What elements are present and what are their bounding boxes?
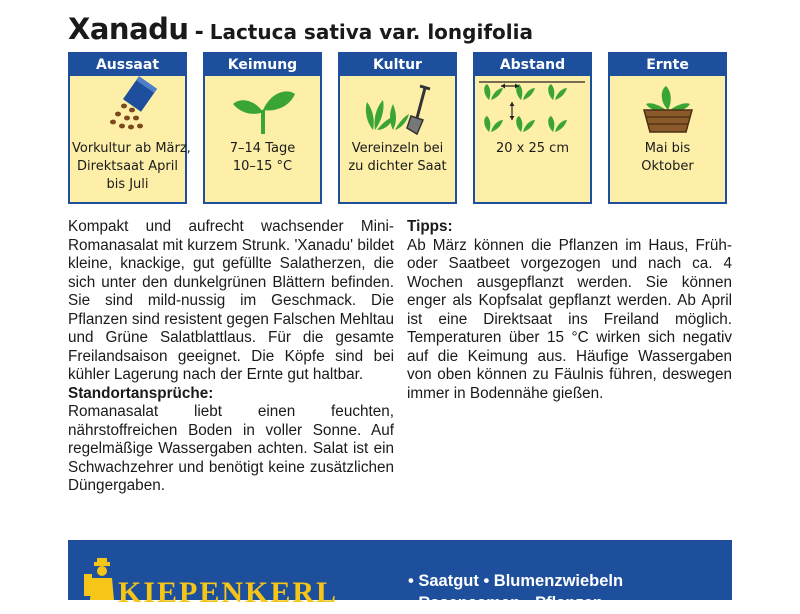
latin-name: Lactuca sativa var. longifolia — [209, 20, 533, 44]
variety-description: Kompakt und aufrecht wachsender Mini-Romanasalat mit kurzem Strunk. 'Xanadu' bildet kleine, knackige, gut gefüllte Salatherzen, die sich unter den dunkelgrünen Blättern befinden. Sie sind mild-nussig im Geschmack. Die Pflanzen sind resistent gegen Falschen Mehltau und Grüne Salatblattlaus. Für die gesamte Freilandsaison geeignet. Die Köpfe sind bei kühler Lagerung nach der Ernte gut haltbar. — [68, 218, 394, 383]
card-heading: Kultur — [340, 54, 455, 76]
left-column — [68, 218, 394, 496]
info-cards — [68, 52, 728, 206]
brand-wordmark: KIEPENKERL — [118, 576, 339, 609]
harvest-basket-icon — [610, 76, 725, 138]
card-keimung — [203, 52, 322, 204]
tips-text: Ab März können die Pflanzen im Haus, Früh- oder Saatbeet vorgezogen und nach ca. 4 Wochen ausgepflanzt werden. Sie können enger als Kopfsalat gepflanzt werden. Ab April ist eine Direktsaat ins Freiland möglich. Temperaturen über 15 °C wirken sich negativ auf die Keimung aus. Häufige Wassergaben von oben können zu Fäulnis führen, deswegen immer in Bodennähe gießen. — [407, 236, 732, 402]
card-kultur — [338, 52, 457, 204]
variety-name: Xanadu — [68, 12, 189, 46]
feature-line: • Saatgut • Blumenzwiebeln — [408, 572, 624, 590]
card-heading: Ernte — [610, 54, 725, 76]
card-ernte — [608, 52, 727, 204]
seed-packet-icon — [70, 76, 185, 138]
card-abstand — [473, 52, 592, 204]
card-heading: Keimung — [205, 54, 320, 76]
spacing-icon — [475, 76, 590, 138]
brand-banner — [68, 540, 732, 612]
card-text: Vereinzeln bei zu dichter Saat — [348, 141, 447, 174]
product-title — [68, 12, 533, 46]
card-text: Vorkultur ab März, Direktsaat April bis Juli — [72, 141, 191, 192]
card-text: 20 x 25 cm — [496, 141, 569, 156]
tips-heading: Tipps: — [407, 218, 453, 235]
feature-line: • Rasensamen • Pflanzen — [408, 594, 603, 612]
spade-plants-icon — [340, 76, 455, 138]
feature-list — [408, 570, 623, 614]
card-heading: Abstand — [475, 54, 590, 76]
seedling-icon — [205, 76, 320, 138]
right-column — [407, 218, 732, 403]
title-separator: - — [194, 20, 204, 45]
card-text: 7–14 Tage 10–15 °C — [229, 141, 296, 174]
card-heading: Aussaat — [70, 54, 185, 76]
card-text: Mai bis Oktober — [641, 141, 694, 174]
card-aussaat — [68, 52, 191, 204]
location-text: Romanasalat liebt einen feuchten, nährstoffreichen Boden in voller Sonne. Auf regelmäßige Wassergaben achten. Salat ist ein Schwachzehrer und benötigt keine zusätzlichen Düngergaben. — [68, 403, 394, 494]
location-heading: Standortansprüche: — [68, 384, 214, 402]
kiepenkerl-figure-logo — [82, 558, 122, 600]
